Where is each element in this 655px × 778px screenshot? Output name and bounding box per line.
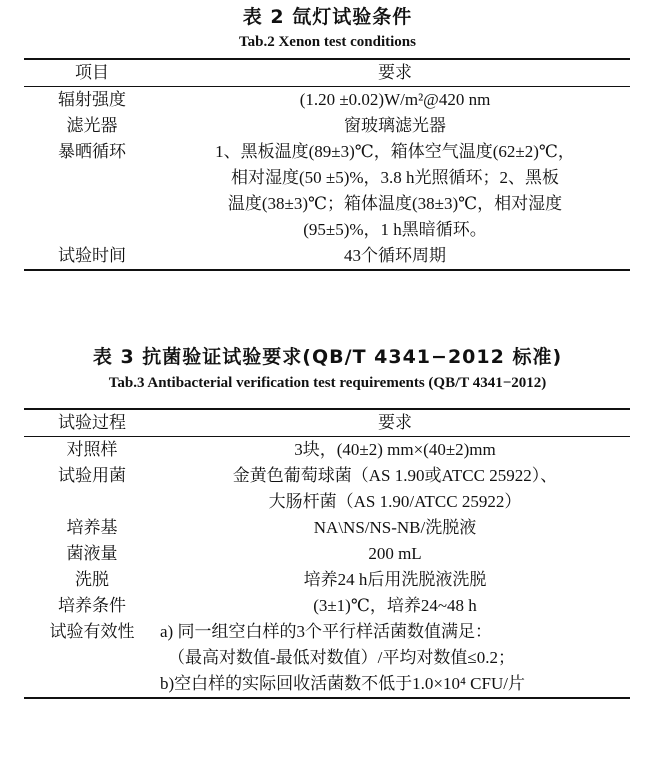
table2-row-item: 滤光器 [66, 116, 118, 135]
table3-row-req-line: （最高对数值-最低对数值）/平均对数值≤0.2； [168, 648, 515, 667]
table3-row-item: 洗脱 [75, 570, 109, 589]
table2-header-req: 要求 [378, 63, 412, 82]
table2-row-req-line: 1、黑板温度(89±3)℃，箱体空气温度(62±2)℃， [215, 142, 575, 161]
table2-caption-cn: 表 2 氙灯试验条件 [242, 6, 413, 28]
table3-header-req: 要求 [378, 413, 412, 432]
table-row [24, 567, 630, 593]
table3-header-row [24, 409, 630, 437]
table3-row-req-line: b)空白样的实际回收活菌数不低于1.0×10⁴ CFU/片 [160, 674, 525, 693]
table3-row-item: 菌液量 [66, 544, 118, 563]
table-row [24, 619, 630, 698]
table3-row-req-line: 大肠杆菌（AS 1.90/ATCC 25922） [268, 492, 522, 511]
table2-row-req: 43个循环周期 [344, 246, 446, 265]
table3-row-item: 试验有效性 [49, 622, 135, 641]
table3-row-req: (3±1)℃，培养24~48 h [313, 596, 477, 615]
table2-row-req: (1.20 ±0.02)W/m²@420 nm [299, 90, 491, 109]
table3-header-item: 试验过程 [58, 413, 126, 432]
table-row [24, 243, 630, 270]
table3 [24, 408, 630, 699]
table2-row-item: 暴晒循环 [58, 142, 126, 161]
table3-caption-cn: 表 3 抗菌验证试验要求(QB/T 4341−2012 标准) [92, 346, 563, 368]
table-row [24, 515, 630, 541]
table3-row-req-line: 金黄色葡萄球菌（AS 1.90或ATCC 25922）、 [232, 466, 558, 485]
table-row [24, 113, 630, 139]
table3-row-item: 对照样 [66, 440, 118, 459]
table2-row-req-line: (95±5)%，1 h黑暗循环。 [303, 220, 487, 239]
table3-row-req: 培养24 h后用洗脱液洗脱 [303, 570, 487, 589]
table2-row-req-line: 相对湿度(50 ±5)%，3.8 h光照循环；2、黑板 [230, 168, 560, 187]
table2-row-req-line: 温度(38±3)℃；箱体温度(38±3)℃，相对湿度 [227, 194, 563, 213]
table-row [24, 87, 630, 114]
table-row [24, 139, 630, 243]
table-row [24, 437, 630, 464]
table2-header-item: 项目 [75, 63, 109, 82]
table3-row-req-line: a) 同一组空白样的3个平行样活菌数值满足： [160, 622, 492, 641]
table3-row-item: 培养条件 [58, 596, 126, 615]
table3-caption-en: Tab.3 Antibacterial verification test requirements (QB/T 4341−2012) [108, 375, 547, 391]
table2-row-item: 试验时间 [58, 246, 126, 265]
table2-caption-en: Tab.2 Xenon test conditions [239, 34, 416, 50]
table3-row-item: 培养基 [66, 518, 118, 537]
table3-row-item: 试验用菌 [58, 466, 126, 485]
table3-row-req: NA\NS/NS-NB/洗脱液 [313, 518, 477, 537]
table-row [24, 463, 630, 515]
table2 [24, 58, 630, 271]
table3-row-req: 3块，(40±2) mm×(40±2)mm [294, 440, 496, 459]
table3-row-req: 200 mL [368, 544, 422, 563]
table2-row-req: 窗玻璃滤光器 [344, 116, 446, 135]
table-row [24, 541, 630, 567]
table2-header-row [24, 59, 630, 87]
table2-row-item: 辐射强度 [58, 90, 126, 109]
table-row [24, 593, 630, 619]
